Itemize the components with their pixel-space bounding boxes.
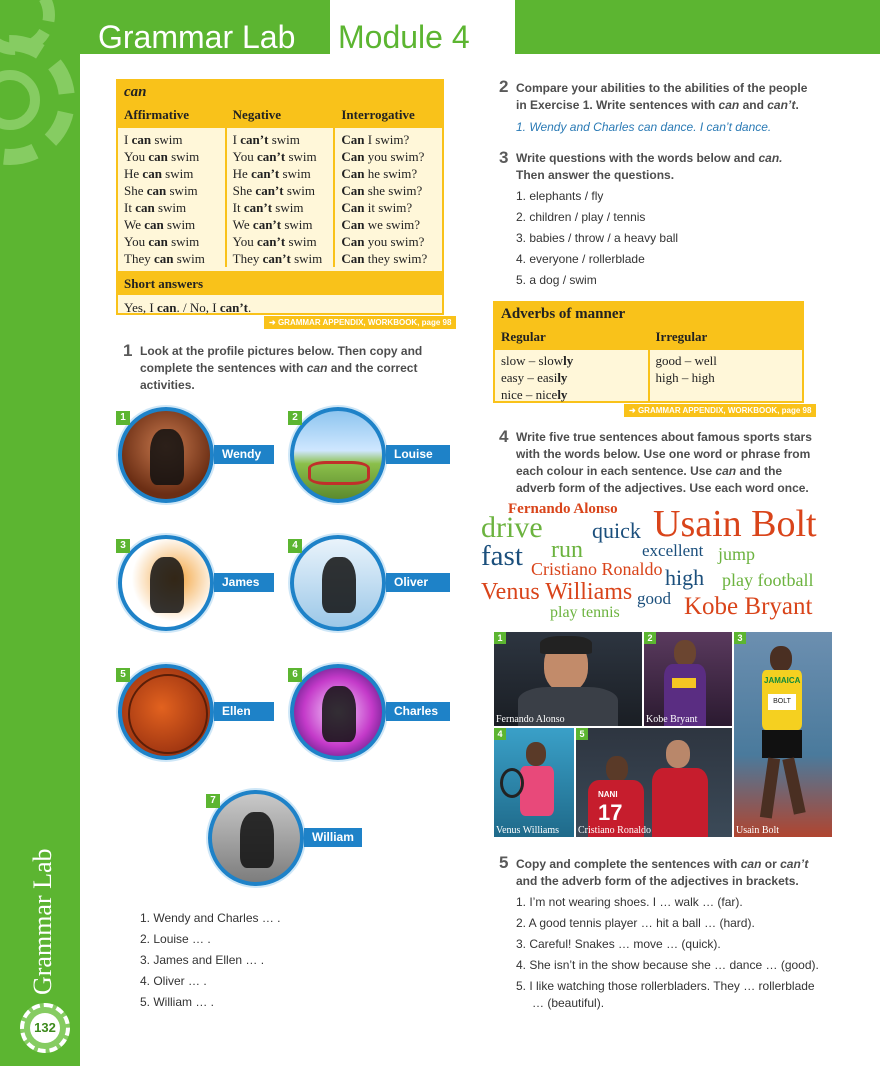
column-header: Interrogative [335,104,442,128]
word-cloud-item: Cristiano Ronaldo [531,559,663,579]
basketball-player-icon [150,557,184,613]
table-cell: Can you swim? [341,149,425,164]
exercise-instruction: Copy and complete the sentences with can or can’t and the adverb form of the adjectives in brackets. [516,857,809,888]
jersey-text: JAMAICA [764,676,801,685]
profile-picture [290,535,386,631]
exercise-instruction: Look at the profile pictures below. Then copy and complete the sentences with can and the correct activities. [140,344,423,392]
exercise-instruction: Compare your abilities to the abilities of the people in Exercise 1. Write sentences with can and can’t. [516,81,808,112]
appendix-page: page 98 [781,406,812,415]
short-answers: Yes, I can. / No, I can’t. [124,300,252,315]
photo-number: 3 [734,632,746,644]
word-cloud-item: Kobe Bryant [684,593,813,620]
table-cell: He can swim [124,166,194,181]
photo-usain-bolt [734,632,832,837]
photo-kobe-bryant [644,632,732,726]
exercise-number: 3 [499,148,509,167]
table-cell: You can’t swim [232,149,317,164]
profile-number: 2 [288,411,302,425]
photo-caption: Fernando Alonso [496,714,565,725]
list-item: 4. everyone / rollerblade [516,252,645,266]
basketball-icon [128,674,208,754]
photo-number: 4 [494,728,506,740]
irregular-list [650,350,803,386]
can-grammar-table [116,79,444,315]
table-cell: You can’t swim [232,234,317,249]
exercise-number: 5 [499,853,509,872]
table-cell: I can swim [124,132,183,147]
regular-list [495,350,648,403]
photo-caption: Kobe Bryant [646,714,698,725]
word-cloud-item: good [637,589,671,608]
appendix-page: page 98 [421,318,452,327]
photo-fernando-alonso [494,632,642,726]
shirt-number: 17 [598,800,623,825]
list-item: 4. She isn’t in the show because she … dance … (good). [516,958,819,972]
word-cloud-item: excellent [642,541,704,560]
list-item: 2. children / play / tennis [516,210,646,224]
table-cell: Can it swim? [341,200,413,215]
table-cell: We can’t swim [232,217,313,232]
list-item: 3. Careful! Snakes … move … (quick). [516,937,721,951]
table-cell: He can’t swim [232,166,311,181]
word-cloud-item: run [551,537,583,563]
skiing-icon [322,557,356,613]
profile-name-charles: Charles [386,702,450,721]
list-item: 1. elephants / fly [516,189,604,203]
photo-caption: Usain Bolt [736,825,780,836]
table-cell: Can I swim? [341,132,410,147]
adverbs-table [493,301,804,403]
word-cloud-item: Venus Williams [481,579,633,605]
table-cell: You can swim [124,234,200,249]
table-cell: It can swim [124,200,187,215]
list-item: 5. a dog / swim [516,273,597,287]
table-cell: She can swim [124,183,198,198]
ballet-icon [150,429,184,485]
table-cell: I can’t swim [232,132,300,147]
word-cloud-item: Fernando Alonso [508,501,618,517]
list-item: 5. William … . [140,995,215,1009]
word-cloud-item: drive [481,511,543,544]
table-column [335,104,442,267]
grammar-appendix-link[interactable]: ➜ GRAMMAR APPENDIX, WORKBOOK, page 98 [624,404,816,417]
table-cell: They can swim [124,251,205,266]
example-answer: 1. Wendy and Charles can dance. I can’t dance. [516,120,772,134]
profile-number: 4 [288,539,302,553]
word-cloud-item: high [665,565,705,590]
column-header: Affirmative [118,104,225,128]
list-item: 2. Louise … . [140,932,211,946]
table-cell: Can we swim? [341,217,421,232]
short-answers-title: Short answers [118,273,442,295]
photo-caption: Venus Williams [496,825,560,836]
photo-venus-williams [494,728,574,837]
profile-number: 1 [116,411,130,425]
module-title: Module 4 [338,19,470,55]
word-cloud-item: Usain Bolt [653,503,817,545]
adverb-pair: slow – slowly [501,353,574,368]
adverb-pair: good – well [655,353,717,368]
photo-number: 2 [644,632,656,644]
table-cell: They can’t swim [232,251,323,266]
page-title: Grammar Lab [98,19,296,55]
irregular-header: Irregular [650,326,803,350]
photo-caption: Cristiano Ronaldo [578,825,652,836]
profile-number: 3 [116,539,130,553]
table-cell: It can’t swim [232,200,304,215]
profile-name-william: William [304,828,362,847]
word-cloud-item: jump [718,544,756,564]
profile-number: 5 [116,668,130,682]
list-item: 4. Oliver … . [140,974,207,988]
exercise1-sentences [140,908,281,1013]
sidebar-label: Grammar Lab [28,848,57,995]
list-item: 2. A good tennis player … hit a ball … (hard). [516,916,755,930]
dancing-icon [322,686,356,742]
table-cell: You can swim [124,149,200,164]
photo-cristiano-ronaldo [576,728,732,837]
table-cell: Can you swim? [341,234,425,249]
photo-number: 1 [494,632,506,644]
table-cell: Can he swim? [341,166,418,181]
word-cloud-item: quick [592,518,641,543]
profile-picture [118,407,214,503]
shirt-name: NANI [598,790,618,799]
adverb-pair: high – high [655,370,715,385]
profile-picture [118,535,214,631]
word-cloud-item: play tennis [550,604,620,621]
table-title: can [118,81,442,104]
list-item: 1. Wendy and Charles … . [140,911,281,925]
profile-picture [290,664,386,760]
profile-name-louise: Louise [386,445,450,464]
appendix-label: GRAMMAR APPENDIX, WORKBOOK, [637,406,780,415]
appendix-label: GRAMMAR APPENDIX, WORKBOOK, [277,318,420,327]
profile-name-oliver: Oliver [386,573,450,592]
adverb-pair: nice – nicely [501,387,568,402]
exercise5-items [516,892,819,1014]
cycling-icon [308,461,370,485]
grammar-appendix-link[interactable]: ➜ GRAMMAR APPENDIX, WORKBOOK, page 98 [264,316,456,329]
photo-number: 5 [576,728,588,740]
list-item: 3. babies / throw / a heavy ball [516,231,679,245]
profile-picture [290,407,386,503]
exercise-number: 1 [123,341,133,360]
profile-name-james: James [214,573,274,592]
profile-picture [208,790,304,886]
exercise-number: 4 [499,427,509,446]
header-band-right [515,0,880,54]
running-shoe-icon [240,812,274,868]
list-item: 3. James and Ellen … . [140,953,265,967]
table-columns [118,104,442,267]
exercise-number: 2 [499,77,509,96]
list-item: 1. I’m not wearing shoes. I … walk … (far). [516,895,743,909]
profile-name-wendy: Wendy [214,445,274,464]
exercise-instruction: Write five true sentences about famous sports stars with the words below. Use one word or phrase from each colour in each sentence. Use can and the adverb form of the adjectives. Use each word once. [516,430,812,495]
bib: BOLT [768,694,796,710]
page-number-badge [20,1003,70,1053]
table-title: Adverbs of manner [495,303,802,326]
list-item: … (beautiful). [532,996,605,1010]
profile-name-ellen: Ellen [214,702,274,721]
word-cloud-item: play football [722,570,814,590]
profile-number: 7 [206,794,220,808]
exercise-instruction: Write questions with the words below and can. Then answer the questions. [516,151,783,182]
table-cell: Can she swim? [341,183,423,198]
word-cloud-item: fast [481,540,523,572]
table-cell: We can swim [124,217,196,232]
table-cell: Can they swim? [341,251,428,266]
table-column [227,104,336,267]
adverb-pair: easy – easily [501,370,568,385]
list-item: 5. I like watching those rollerbladers. They … rollerblade [516,979,815,993]
exercise3-items [516,186,678,291]
table-cell: She can’t swim [232,183,316,198]
profile-picture [118,664,214,760]
regular-header: Regular [495,326,648,350]
table-column [118,104,227,267]
page-number: 132 [30,1013,60,1043]
column-header: Negative [227,104,334,128]
profile-number: 6 [288,668,302,682]
